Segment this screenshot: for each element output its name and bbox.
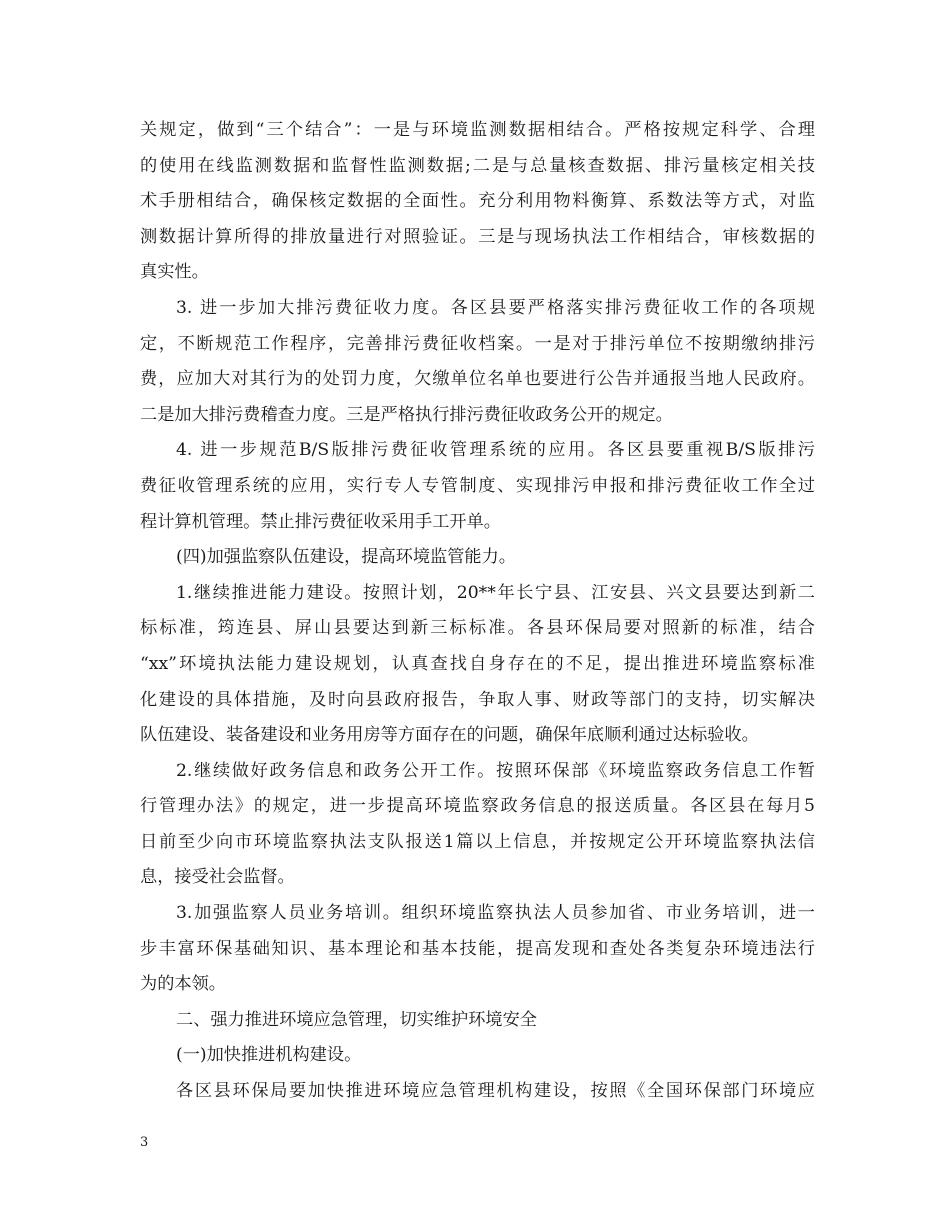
text-line: 2.继续做好政务信息和政务公开工作。按照环保部《环境监察政务信息工作暂	[176, 760, 815, 781]
text-line: 费征收管理系统的应用，实行专人专管制度、实现排污申报和排污费征收工作全过	[140, 475, 815, 496]
text-line: 队伍建设、装备建设和业务用房等方面存在的问题，确保年底顺利通过达标验收。	[140, 725, 759, 746]
document-body	[140, 113, 815, 1110]
text-line: 步丰富环保基础知识、基本理论和基本技能，提高发现和查处各类复杂环境违法行	[140, 938, 815, 959]
text-line: 各区县环保局要加快推进环境应急管理机构建设，按照《全国环保部门环境应	[176, 1081, 815, 1102]
text-line: 4. 进一步规范B/S版排污费征收管理系统的应用。各区县要重视B/S版排污	[176, 440, 815, 461]
subsection-heading: (一)加快推进机构建设。	[176, 1045, 362, 1066]
text-line: 二是加大排污费稽查力度。三是严格执行排污费征收政务公开的规定。	[140, 404, 673, 425]
section-heading: 二、强力推进环境应急管理，切实维护环境安全	[176, 1009, 537, 1030]
text-line: 1.继续推进能力建设。按照计划，20**年长宁县、江安县、兴文县要达到新二	[176, 582, 815, 603]
section-heading: (四)加强监察队伍建设，提高环境监管能力。	[176, 547, 516, 568]
text-line: 程计算机管理。禁止排污费征收采用手工开单。	[140, 511, 501, 532]
text-line: 定，不断规范工作程序，完善排污费征收档案。一是对于排污单位不按期缴纳排污	[140, 333, 815, 354]
text-line: 3.加强监察人员业务培训。组织环境监察执法人员参加省、市业务培训，进一	[176, 903, 815, 924]
text-line: 3. 进一步加大排污费征收力度。各区县要严格落实排污费征收工作的各项规	[176, 297, 815, 318]
text-line: 真实性。	[140, 262, 209, 283]
text-line: 关规定，做到“三个结合”：一是与环境监测数据相结合。严格按规定科学、合理	[140, 120, 815, 140]
text-line: 化建设的具体措施，及时向县政府报告，争取人事、财政等部门的支持，切实解决	[140, 689, 815, 710]
text-line: 术手册相结合，确保核定数据的全面性。充分利用物料衡算、系数法等方式，对监	[140, 191, 815, 212]
text-line: “xx”环境执法能力建设规划，认真查找自身存在的不足，提出推进环境监察标准	[140, 653, 815, 674]
text-line: 费，应加大对其行为的处罚力度，欠缴单位名单也要进行公告并通报当地人民政府。	[140, 369, 815, 390]
text-line: 的使用在线监测数据和监督性监测数据;二是与总量核查数据、排污量核定相关技	[140, 155, 815, 176]
text-line: 日前至少向市环境监察执法支队报送1篇以上信息，并按规定公开环境监察执法信	[140, 831, 815, 852]
text-line: 标标准，筠连县、屏山县要达到新三标标准。各县环保局要对照新的标准，结合	[140, 618, 815, 639]
text-line: 息，接受社会监督。	[140, 867, 295, 888]
text-line: 测数据计算所得的排放量进行对照验证。三是与现场执法工作相结合，审核数据的	[140, 226, 815, 247]
text-line: 行管理办法》的规定，进一步提高环境监察政务信息的报送质量。各区县在每月5	[140, 796, 815, 817]
text-line: 为的本领。	[140, 974, 226, 995]
page-number: 3	[140, 1135, 149, 1150]
